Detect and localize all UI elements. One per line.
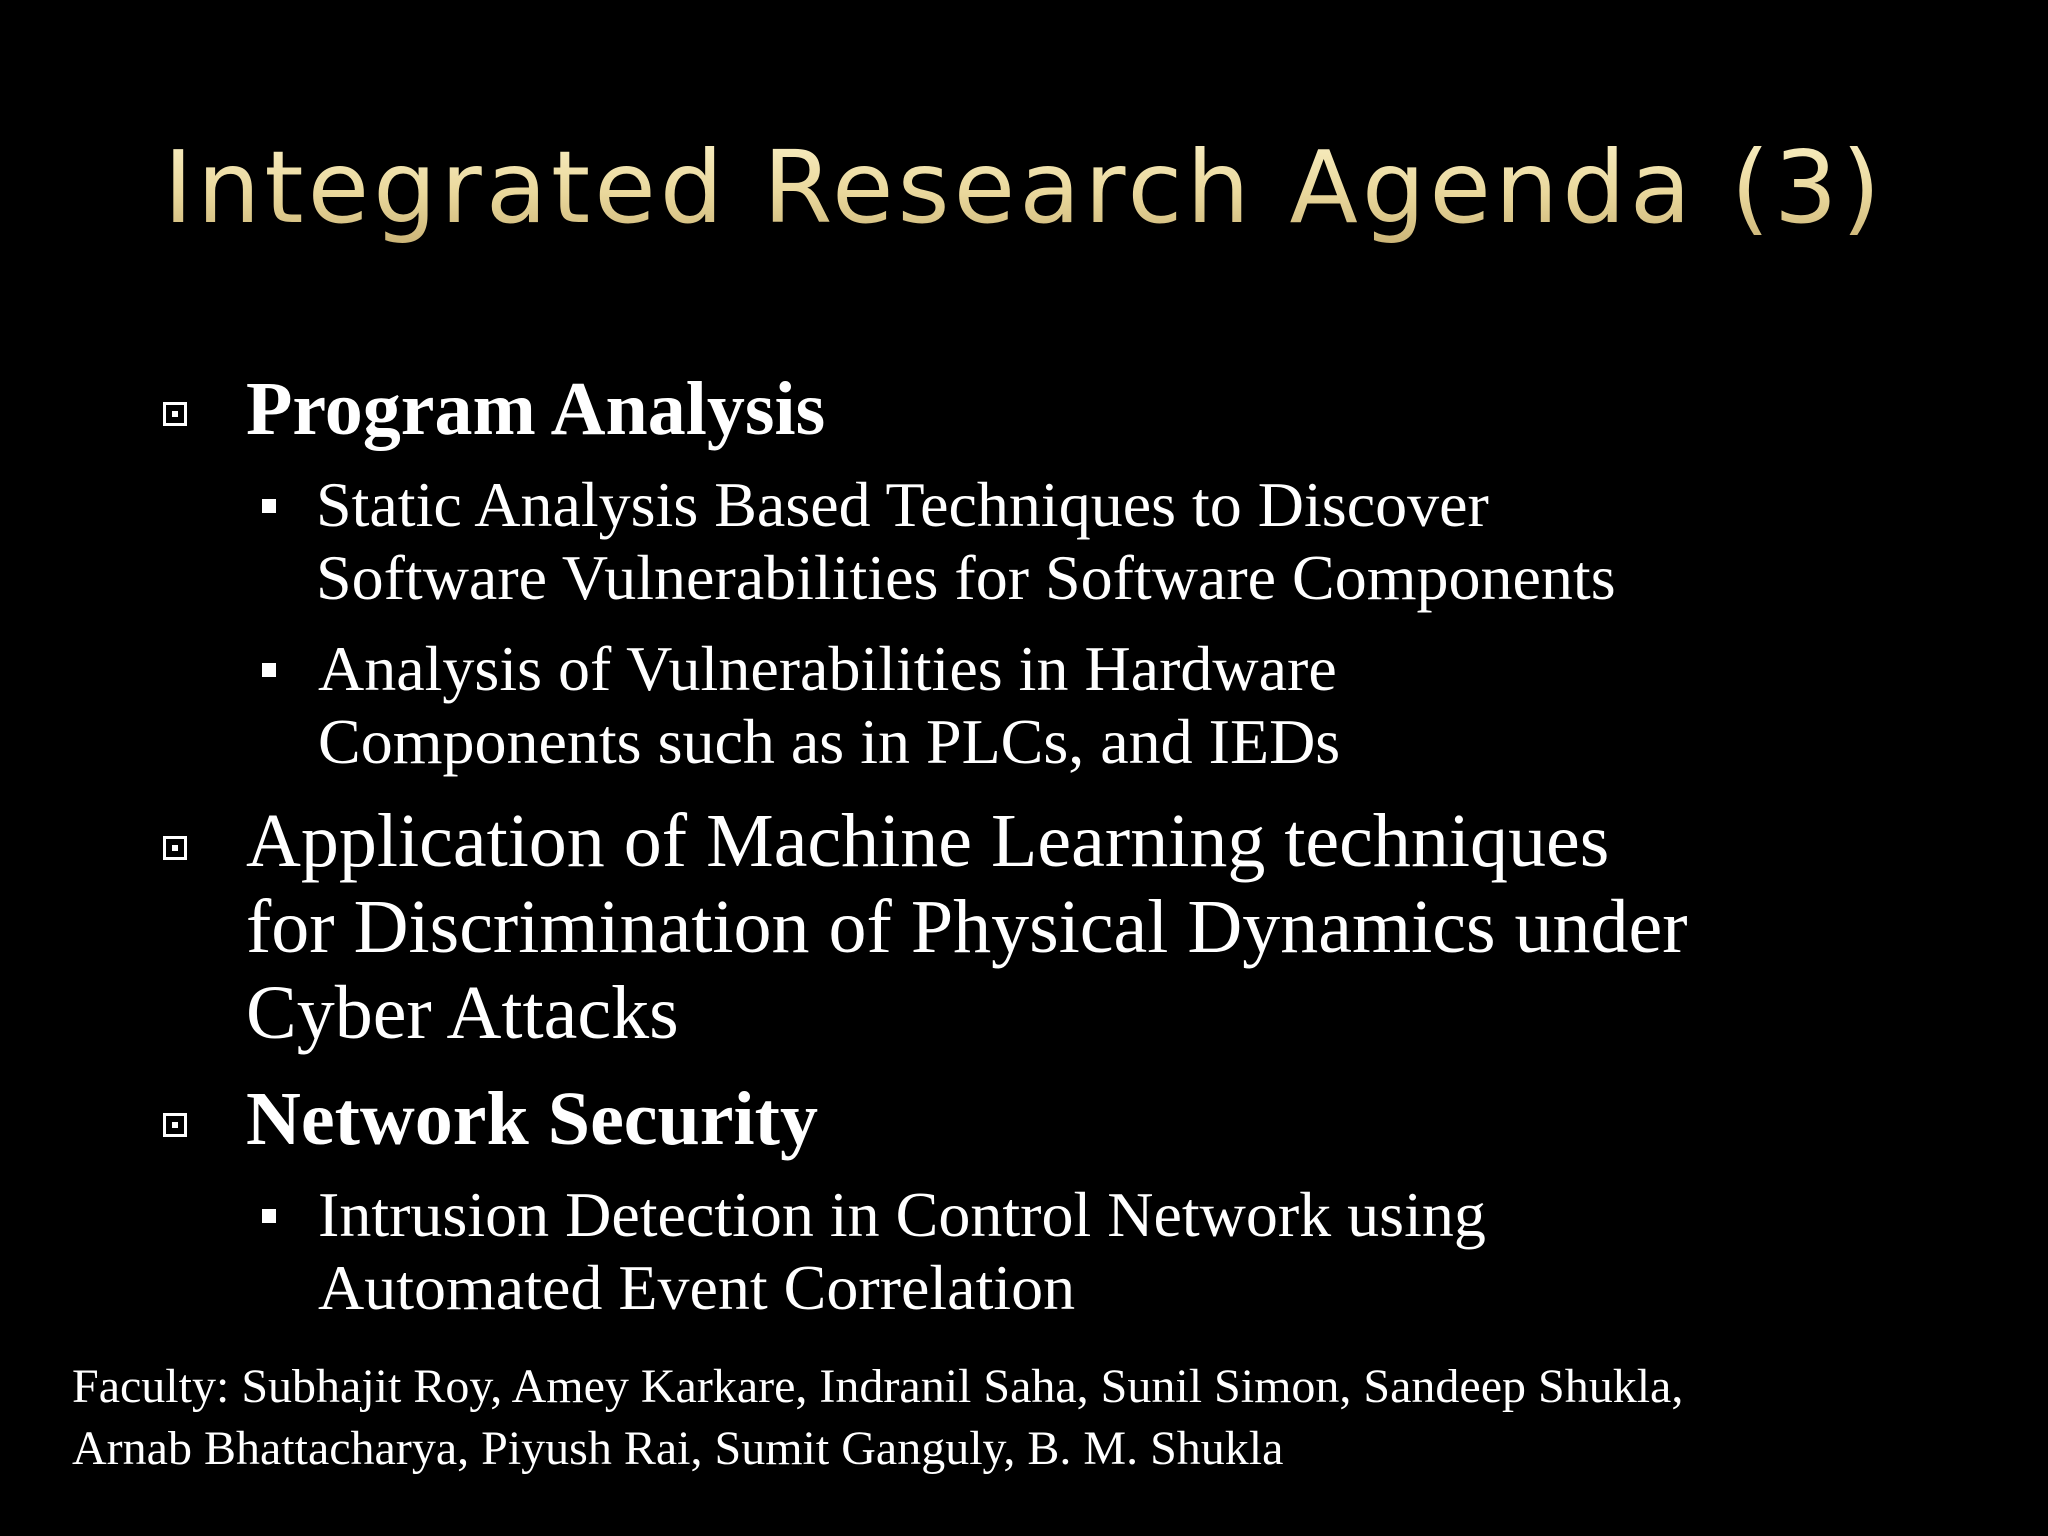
faculty-line: Faculty: Subhajit Roy, Amey Karkare, Indranil Saha, Sunil Simon, Sandeep Shukla,	[72, 1360, 1684, 1413]
section-heading-network-security: Network Security	[246, 1077, 818, 1161]
small-square-bullet-icon	[262, 499, 276, 513]
subitem-text: Static Analysis Based Techniques to Discover	[316, 469, 1489, 540]
section-text: Cyber Attacks	[246, 971, 679, 1055]
subitem-text: Analysis of Vulnerabilities in Hardware	[318, 633, 1337, 704]
section-text: for Discrimination of Physical Dynamics under	[246, 885, 1688, 969]
faculty-footer	[72, 1356, 1683, 1480]
subitem-text: Intrusion Detection in Control Network using	[318, 1179, 1486, 1250]
faculty-line: Arnab Bhattacharya, Piyush Rai, Sumit Ganguly, B. M. Shukla	[72, 1422, 1284, 1475]
small-square-bullet-icon	[262, 663, 276, 677]
square-bullet-icon	[163, 402, 187, 426]
square-bullet-icon	[163, 1113, 187, 1137]
small-square-bullet-icon	[262, 1209, 276, 1223]
subitem-text: Software Vulnerabilities for Software Components	[316, 542, 1616, 613]
slide-title: Integrated Research Agenda (3)	[0, 128, 2048, 248]
subitem-text: Automated Event Correlation	[318, 1252, 1076, 1323]
section-text: Application of Machine Learning techniques	[246, 799, 1610, 883]
subitem-text: Components such as in PLCs, and IEDs	[318, 706, 1341, 777]
section-heading-program-analysis: Program Analysis	[246, 367, 826, 451]
square-bullet-icon	[163, 836, 187, 860]
